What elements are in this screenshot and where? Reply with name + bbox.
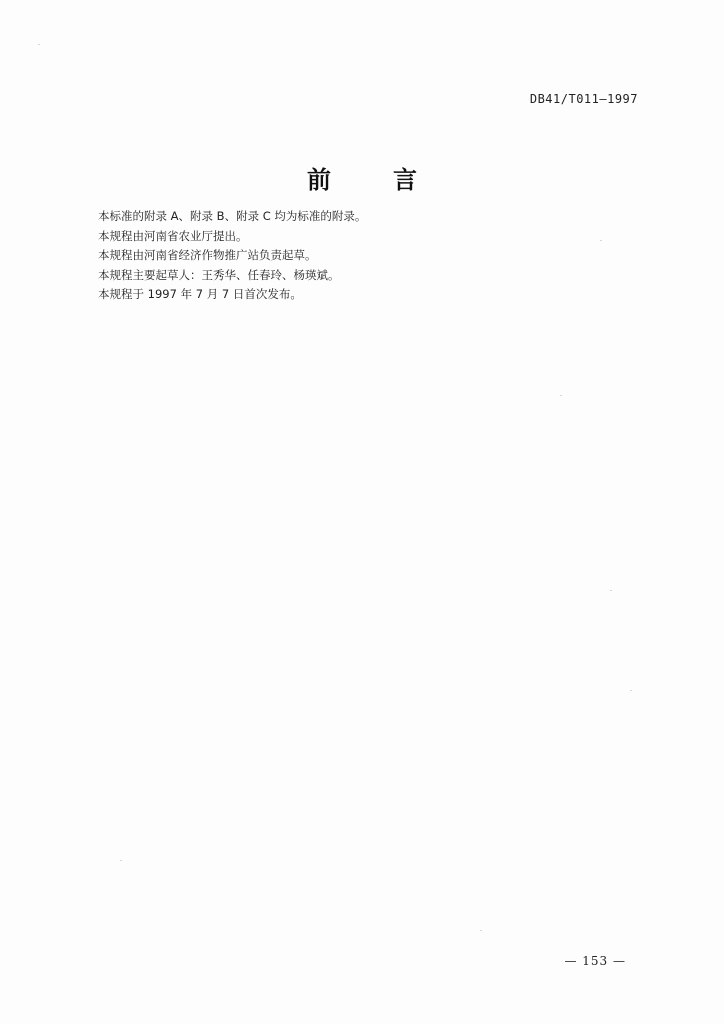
paragraph-drafters: 本规程主要起草人：王秀华、任春玲、杨瑛斌。	[98, 267, 340, 282]
paragraph-proposer: 本规程由河南省农业厅提出。	[98, 228, 248, 243]
scan-speck	[600, 240, 602, 241]
title-char-2: 言	[393, 165, 417, 194]
page-title	[0, 160, 724, 195]
paragraph-appendix: 本标准的附录 A、附录 B、附录 C 均为标准的附录。	[98, 209, 367, 223]
page-number: — 153 —	[564, 954, 626, 968]
standard-code: DB41/T011—1997	[529, 92, 638, 106]
scan-speck	[610, 590, 612, 591]
scan-speck	[120, 860, 122, 861]
title-char-1: 前	[307, 165, 331, 194]
foreword-body	[98, 207, 638, 305]
scan-speck	[630, 690, 632, 691]
scan-speck	[38, 44, 40, 45]
paragraph-release-date: 本规程于 1997 年 7 月 7 日首次发布。	[98, 287, 302, 302]
scan-speck	[560, 395, 562, 396]
paragraph-drafter-unit: 本规程由河南省经济作物推广站负责起草。	[98, 248, 317, 263]
scan-speck	[480, 930, 482, 931]
